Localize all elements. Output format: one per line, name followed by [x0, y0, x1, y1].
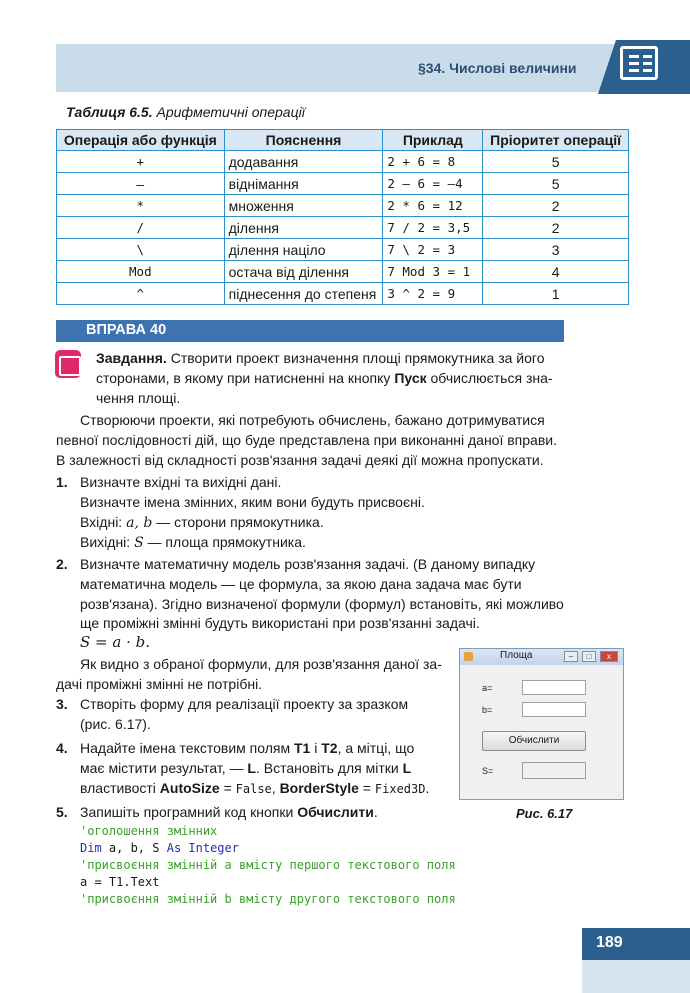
minimize-icon[interactable]: – — [564, 651, 578, 662]
form-window — [459, 648, 624, 800]
code-comment-assign-a: 'присвоєння змінній a вмісту першого текстового поля — [80, 858, 456, 872]
cell-operation: * — [57, 195, 225, 217]
step-2-line-3: розв'язана). Згідно визначеної формули (формул) встановіть, які можливо — [80, 596, 564, 612]
cell-operation: – — [57, 173, 225, 195]
step-2-line-6: дачі проміжні змінні не потрібні. — [56, 676, 263, 692]
header-priority: Пріоритет операції — [483, 130, 629, 151]
task-line-3: чення площі. — [96, 390, 181, 406]
exercise-title: ВПРАВА 40 — [86, 322, 167, 338]
textbox-t1[interactable] — [522, 680, 586, 695]
cell-priority: 1 — [483, 283, 629, 305]
cell-explanation: піднесення до степеня — [224, 283, 383, 305]
step-1-line-2: Визначте імена змінних, яким вони будуть присвоєні. — [80, 494, 425, 510]
area-formula: S = a · b. — [80, 633, 150, 651]
step-4-line-3: властивості AutoSize = False, BorderStyle = Fixed3D. — [80, 780, 430, 796]
page-number: 189 — [596, 934, 623, 951]
intro-line-2: певної послідовності дій, що буде представлена при виконанні даної вправи. — [56, 432, 557, 448]
cell-priority: 3 — [483, 239, 629, 261]
cell-priority: 5 — [483, 173, 629, 195]
table-row — [57, 261, 629, 283]
step-2-line-1: Визначте математичну модель розв'язання задачі. (В даному випадку — [80, 556, 536, 572]
cell-operation: ^ — [57, 283, 225, 305]
label-s: S= — [482, 766, 494, 776]
task-icon — [55, 350, 81, 378]
label-b: b= — [482, 705, 493, 715]
document-list-icon — [620, 46, 658, 80]
page-number-band — [582, 928, 690, 960]
table-row — [57, 173, 629, 195]
code-assign-a: a = T1.Text — [80, 875, 160, 889]
task-line-2: сторонами, в якому при натисненні на кнопку Пуск обчислюється зна- — [96, 370, 553, 386]
code-comment-assign-b: 'присвоєння змінній b вмісту другого текстового поля — [80, 892, 456, 906]
step-2-line-2: математична модель — це формула, за якою дана задача має бути — [80, 576, 522, 592]
step-5-line-1: Запишіть програмний код кнопки Обчислити. — [80, 804, 378, 820]
table-row — [57, 217, 629, 239]
section-title: §34. Числові величини — [418, 60, 577, 76]
table-caption: Таблиця 6.5. Арифметичні операції — [66, 104, 305, 120]
cell-priority: 2 — [483, 217, 629, 239]
close-icon[interactable]: x — [600, 651, 618, 662]
step-2-line-4: ще проміжні змінні будуть використані при розв'язанні задачі. — [80, 615, 480, 631]
textbox-t2[interactable] — [522, 702, 586, 717]
cell-explanation: множення — [224, 195, 383, 217]
cell-example: 2 – 6 = –4 — [383, 173, 483, 195]
cell-example: 7 \ 2 = 3 — [383, 239, 483, 261]
cell-operation: \ — [57, 239, 225, 261]
form-title-bar — [460, 649, 623, 665]
step-3-line-1: Створіть форму для реалізації проекту за зразком — [80, 696, 409, 712]
cell-explanation: остача від ділення — [224, 261, 383, 283]
page-corner-shade — [582, 960, 690, 993]
step-4-line-2: має містити результат, — L. Встановіть для мітки L — [80, 760, 412, 776]
app-icon — [464, 652, 473, 661]
cell-operation: / — [57, 217, 225, 239]
operations-table — [56, 129, 629, 305]
table-row — [57, 239, 629, 261]
step-1-line-1: Визначте вхідні та вихідні дані. — [80, 474, 282, 490]
figure-caption: Рис. 6.17 — [516, 806, 573, 821]
cell-priority: 2 — [483, 195, 629, 217]
header-band — [56, 44, 690, 92]
step-1-line-4: Вихідні: S — площа прямокутника. — [80, 534, 306, 551]
header-example: Приклад — [383, 130, 483, 151]
cell-example: 7 Mod 3 = 1 — [383, 261, 483, 283]
cell-explanation: ділення націло — [224, 239, 383, 261]
step-2-number: 2. — [56, 556, 68, 572]
label-a: a= — [482, 683, 493, 693]
table-row — [57, 151, 629, 173]
form-title: Площа — [500, 650, 533, 661]
header-operation: Операція або функція — [57, 130, 225, 151]
cell-example: 2 * 6 = 12 — [383, 195, 483, 217]
maximize-icon[interactable]: □ — [582, 651, 596, 662]
table-header-row — [57, 130, 629, 151]
cell-explanation: віднімання — [224, 173, 383, 195]
cell-operation: + — [57, 151, 225, 173]
exercise-header — [56, 320, 564, 342]
step-4-line-1: Надайте імена текстовим полям T1 і T2, а мітці, що — [80, 740, 415, 756]
cell-operation: Mod — [57, 261, 225, 283]
step-1-line-3: Вхідні: a, b — сторони прямокутника. — [80, 514, 324, 531]
table-row — [57, 283, 629, 305]
result-label-l — [522, 762, 586, 779]
code-comment-declare: 'оголошення змінних — [80, 824, 218, 838]
step-1-number: 1. — [56, 474, 68, 490]
step-4-number: 4. — [56, 740, 68, 756]
cell-priority: 5 — [483, 151, 629, 173]
task-line-1: Завдання. Створити проект визначення площі прямокутника за його — [96, 350, 545, 366]
step-3-number: 3. — [56, 696, 68, 712]
cell-example: 2 + 6 = 8 — [383, 151, 483, 173]
cell-example: 7 / 2 = 3,5 — [383, 217, 483, 239]
header-explanation: Пояснення — [224, 130, 383, 151]
intro-line-3: В залежності від складності розв'язання задачі деякі дії можна пропускати. — [56, 452, 544, 468]
step-5-number: 5. — [56, 804, 68, 820]
code-dim-line: Dim a, b, S As Integer — [80, 841, 239, 855]
intro-line-1: Створюючи проекти, які потребують обчислень, бажано дотримуватися — [80, 412, 545, 428]
cell-explanation: додавання — [224, 151, 383, 173]
step-3-line-2: (рис. 6.17). — [80, 716, 151, 732]
cell-priority: 4 — [483, 261, 629, 283]
calculate-button[interactable]: Обчислити — [482, 731, 586, 751]
cell-explanation: ділення — [224, 217, 383, 239]
table-row — [57, 195, 629, 217]
step-2-line-5: Як видно з обраної формули, для розв'язання даної за- — [80, 656, 442, 672]
cell-example: 3 ^ 2 = 9 — [383, 283, 483, 305]
